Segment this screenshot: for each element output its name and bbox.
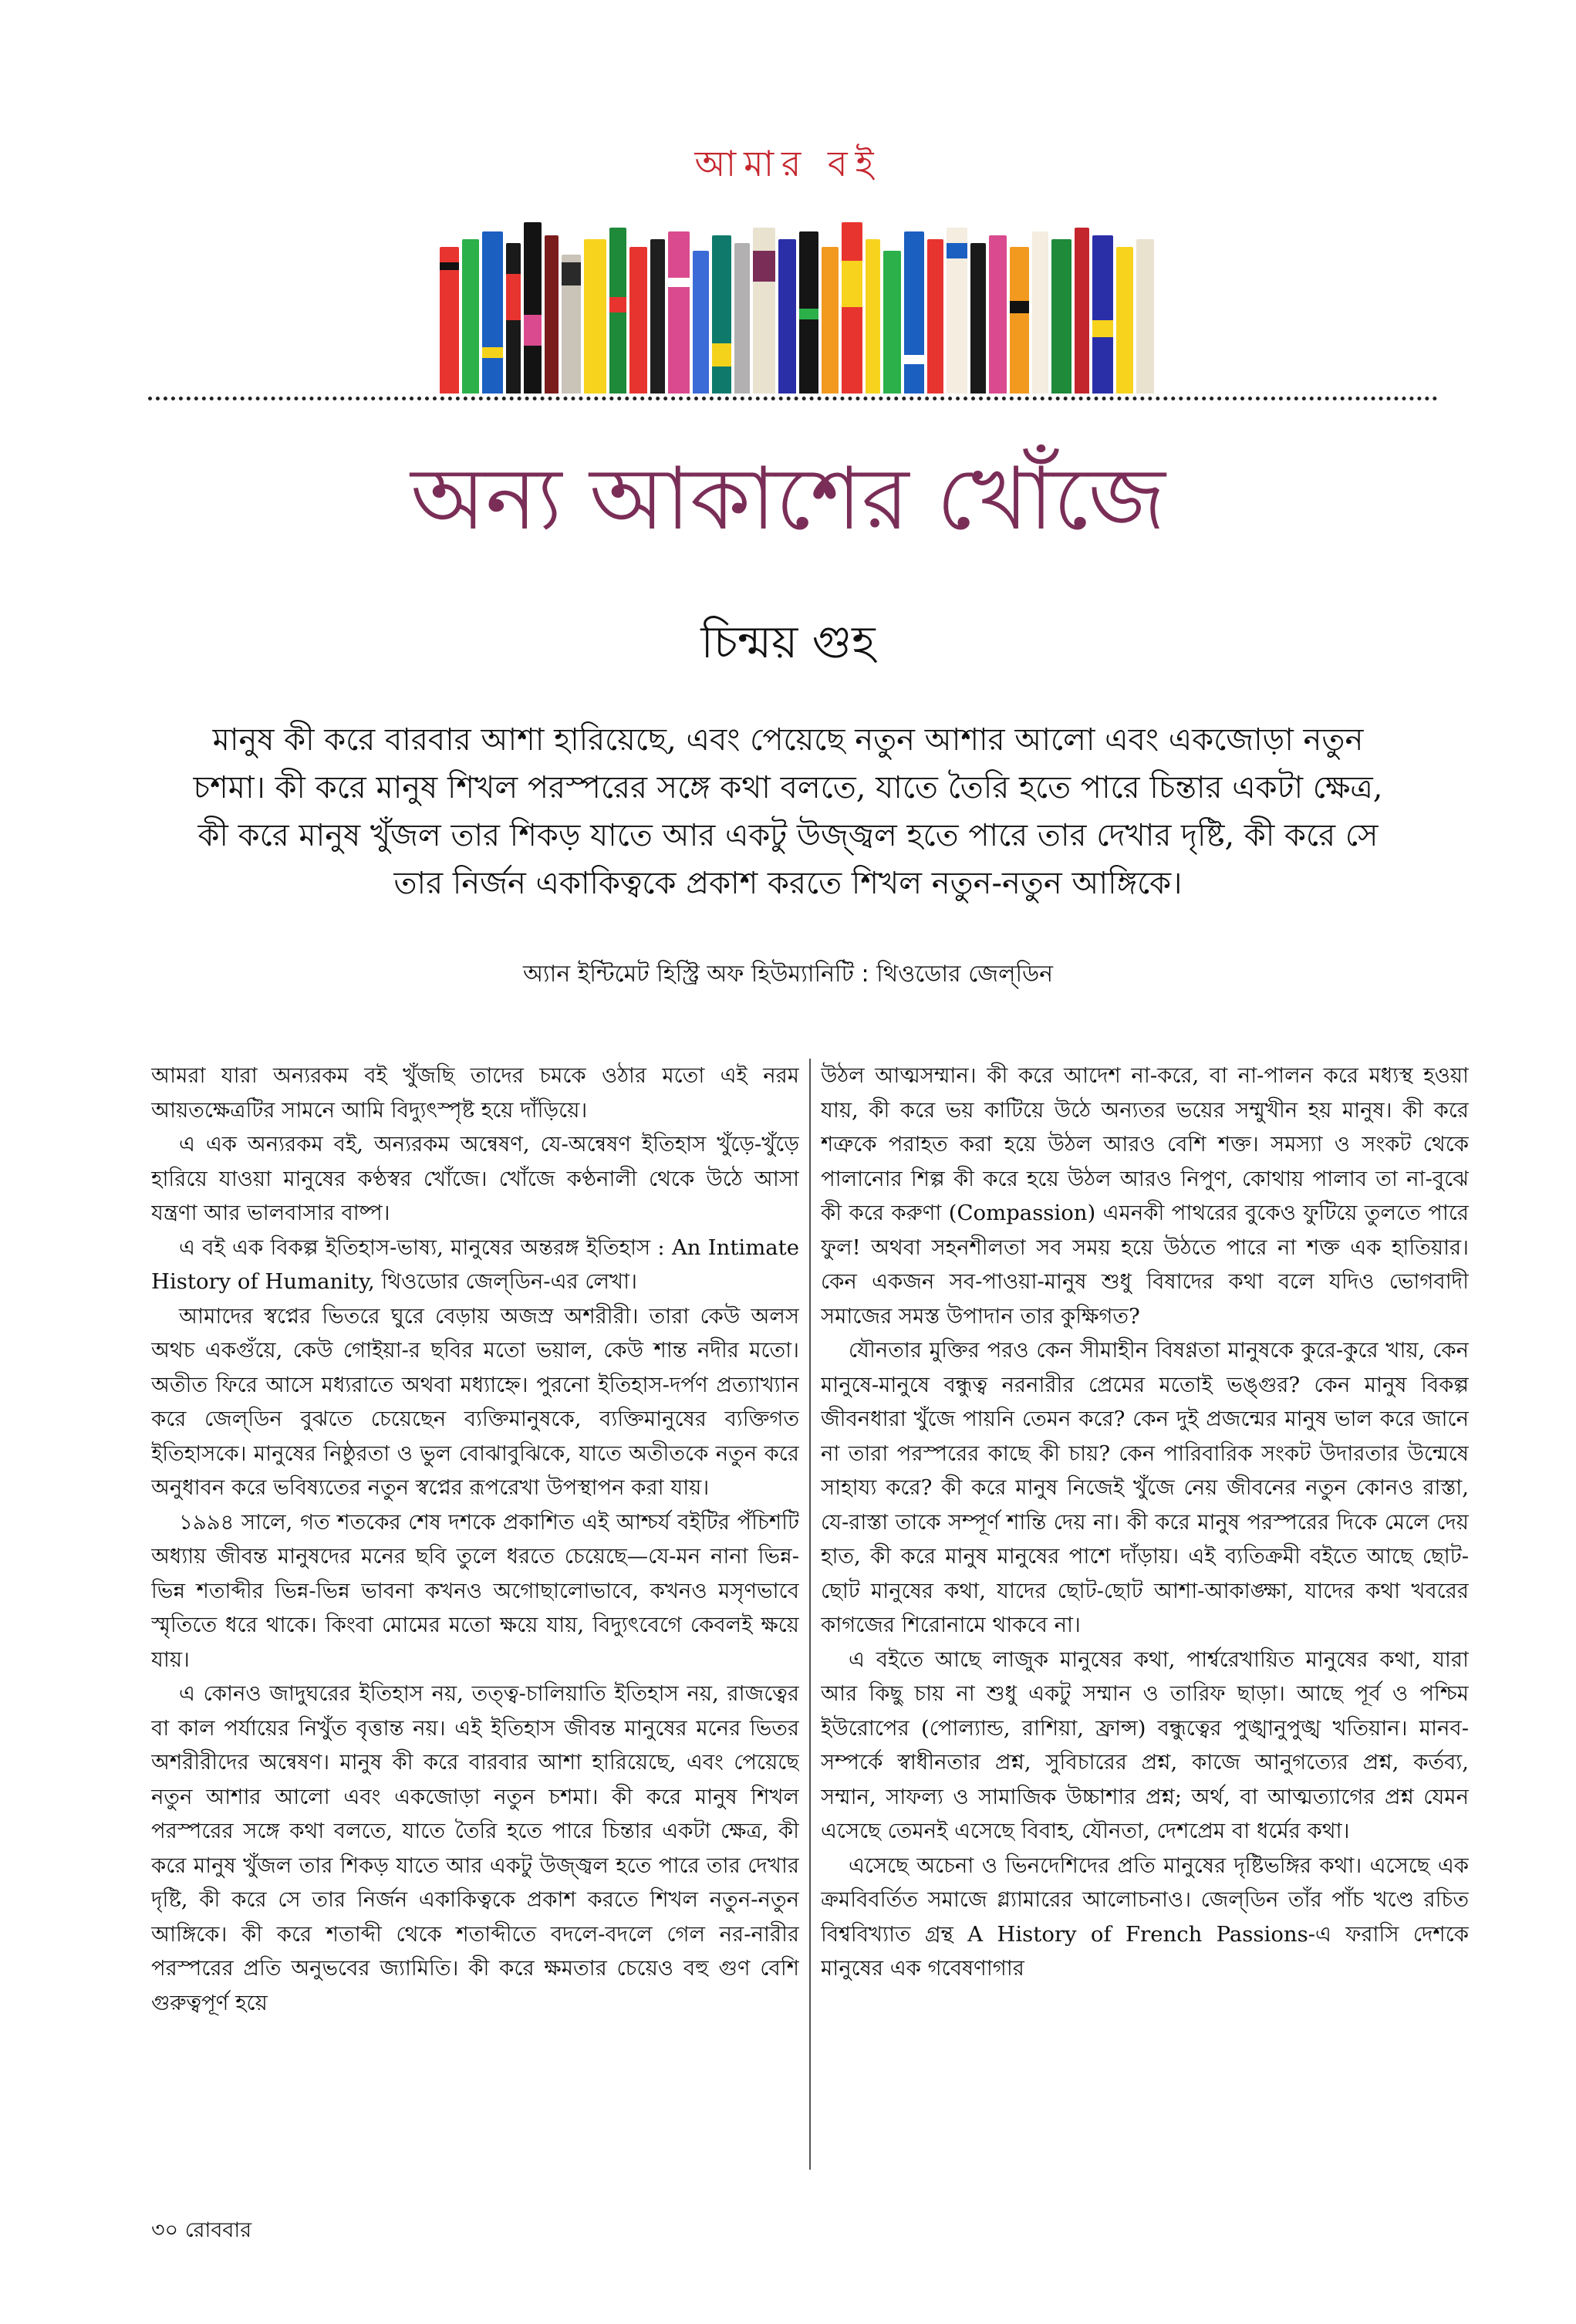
book-spine (440, 247, 459, 394)
book-spine (609, 228, 626, 394)
headline: অন্য আকাশের খোঁজে (410, 449, 1166, 549)
book-spine (506, 243, 521, 394)
paragraph: এ কোনও জাদুঘরের ইতিহাস নয়, তত্ত্ব-চালিয়াতি ইতিহাস নয়, রাজত্বের বা কাল পর্যায়ের নিখুঁত বৃত্তান্ত নয়। এই ইতিহাস জীবন্ত মানুষের মনের ভিতর অশরীরীদের অন্বেষণ। মানুষ কী করে বারবার আশা হারিয়েছে, এবং পেয়েছে নতুন আশার আলো এবং একজোড়া নতুন চশমা। কী করে মানুষ শিখল পরস্পরের সঙ্গে কথা বলতে, যাতে তৈরি হতে পারে চিন্তার একটা ক্ষেত্র, কী করে মানুষ খুঁজল তার শিকড় যাতে আর একটু উজ্জ্বল হতে পারে তার দেখার দৃষ্টি, কী করে সে তার নির্জন একাকিত্বকে প্রকাশ করতে শিখল নতুন-নতুন আঙ্গিকে। কী করে শতাব্দী থেকে শতাব্দীতে বদলে-বদলে গেল নর-নারীর পরস্পরের প্রতি অনুভবের জ্যামিতি। কী করে ক্ষমতার চেয়েও বহু গুণ বেশি গুরুত্বপূর্ণ হয়ে (151, 1681, 799, 2015)
book-spine (1032, 231, 1048, 394)
book-spine (668, 231, 689, 394)
paragraph: এ বই এক বিকল্প ইতিহাস-ভাষ্য, মানুষের অন্তরঙ্গ ইতিহাস : An Intimate History of Humanity, থিওডোর জেল্‌ডিন-এর লেখা। (151, 1235, 799, 1294)
paragraph: যৌনতার মুক্তির পরও কেন সীমাহীন বিষণ্ণতা মানুষকে কুরে-কুরে খায়, কেন মানুষে-মানুষে বন্ধুত্ব নরনারীর প্রেমের মতোই ভঙ্গুর? কেন মানুষ বিকল্প জীবনধারা খুঁজে পায়নি তেমন করে? কেন দুই প্রজন্মের মানুষ ভাল করে জানে না তারা পরস্পরের কাছে কী চায়? কেন পারিবারিক সংকট উদারতার উন্মেষে সাহায্য করে? কী করে মানুষ নিজেই খুঁজে নেয় জীবনের নতুন কোনও রাস্তা, যে-রাস্তা তাকে সম্পূর্ণ শান্তি দেয় না। কী করে মানুষ পরস্পরের দিকে মেলে দেয় হাত, কী করে মানুষ মানুষের পাশে দাঁড়ায়। এই ব্যতিক্রমী বইতে আছে ছোট-ছোট মানুষের কথা, যাদের ছোট-ছোট আশা-আকাঙ্ক্ষা, যাদের কথা খবরের কাগজের শিরোনামে থাকবে না। (821, 1338, 1469, 1637)
book-spine (562, 255, 581, 394)
paragraph: আমাদের স্বপ্নের ভিতরে ঘুরে বেড়ায় অজস্র অশরীরী। তারা কেউ অলস অথচ একগুঁয়ে, কেউ গোইয়া-র ছবির মতো ভয়াল, কেউ শান্ত নদীর মতো। অতীত ফিরে আসে মধ্যরাতে অথবা মধ্যাহ্নে। পুরনো ইতিহাস-দর্পণ প্রত্যাখ্যান করে জেল্‌ডিন বুঝতে চেয়েছেন ব্যক্তিমানুষকে, ব্যক্তিমানুষের ব্যক্তিগত ইতিহাসকে। মানুষের নিষ্ঠুরতা ও ভুল বোঝাবুঝিকে, যাতে অতীতকে নতুন করে অনুধাবন করে ভবিষ্যতের নতুন স্বপ্নের রূপরেখা উপস্থাপন করা যায়। (151, 1303, 799, 1500)
book-credit: অ্যান ইন্টিমেট হিস্ট্রি অফ হিউম্যানিটি : থিওডোর জেল্‌ডিন (522, 961, 1054, 988)
paragraph: এ বইতে আছে লাজুক মানুষের কথা, পার্শ্বরেখায়িত মানুষের কথা, যারা আর কিছু চায় না শুধু একটু সম্মান ও তারিফ ছাড়া। আছে পূর্ব ও পশ্চিম ইউরোপের (পোল্যান্ড, রাশিয়া, ফ্রান্স) বন্ধুত্বের পুঙ্খানুপুঙ্খ খতিয়ান। মানব-সম্পর্কে স্বাধীনতার প্রশ্ন, সুবিচারের প্রশ্ন, কাজে আনুগত্যের প্রশ্ন, কর্তব্য, সম্মান, সাফল্য ও সামাজিক উচ্চাশার প্রশ্ন; অর্থ, বা আত্মত্যাগের প্রশ্ন যেমন এসেছে তেমনই এসেছে বিবাহ, যৌনতা, দেশপ্রেম বা ধর্মের কথা। (821, 1647, 1469, 1843)
book-spine (799, 231, 818, 394)
book-spine (629, 247, 647, 394)
paragraph: এসেছে অচেনা ও ভিনদেশিদের প্রতি মানুষের দৃষ্টিভঙ্গির কথা। এসেছে এক ক্রমবিবর্তিত সমাজে গ্ল্যামারের আলোচনাও। জেল্‌ডিন তাঁর পাঁচ খণ্ডে রচিত বিশ্ববিখ্যাত গ্রন্থ A History of French Passions-এ ফরাসি দেশকে মানুষের এক গবেষণাগার (821, 1853, 1469, 1981)
book-spine (693, 251, 709, 394)
book-spine (584, 239, 606, 394)
dotted-divider (148, 397, 1438, 400)
author-byline: চিন্ময় গুহ (700, 616, 876, 668)
body-column-left (151, 1059, 799, 2170)
book-spine (1092, 235, 1113, 394)
book-spine (866, 239, 880, 394)
book-spine (927, 239, 943, 394)
book-spine (883, 251, 901, 394)
dek-summary: মানুষ কী করে বারবার আশা হারিয়েছে, এবং পেয়েছে নতুন আশার আলো এবং একজোড়া নতুন চশমা। কী করে মানুষ শিখল পরস্পরের সঙ্গে কথা বলতে, যাতে তৈরি হতে পারে চিন্তার একটা ক্ষেত্র, কী করে মানুষ খুঁজল তার শিকড় যাতে আর একটু উজ্জ্বল হতে পারে তার দেখার দৃষ্টি, কী করে সে তার নির্জন একাকিত্বকে প্রকাশ করতে শিখল নতুন-নতুন আঙ্গিকে। (193, 722, 1383, 901)
section-label: আমার বই (694, 143, 882, 184)
paragraph: এ এক অন্যরকম বই, অন্যরকম অন্বেষণ, যে-অন্বেষণ ইতিহাস খুঁড়ে-খুঁড়ে হারিয়ে যাওয়া মানুষের কণ্ঠস্বর খোঁজে। খোঁজে কণ্ঠনালী থেকে উঠে আসা যন্ত্রণা আর ভালবাসার বাষ্প। (151, 1132, 799, 1225)
book-spine (1051, 239, 1071, 394)
book-spine (650, 239, 665, 394)
book-spine (545, 235, 558, 394)
book-spine (524, 222, 542, 394)
paragraph: আমরা যারা অন্যরকম বই খুঁজছি তাদের চমকে ওঠার মতো এই নরম আয়তক্ষেত্রটির সামনে আমি বিদ্যুৎস্পৃষ্ট হয়ে দাঁড়িয়ে। (151, 1063, 799, 1123)
book-spine (1136, 239, 1154, 394)
book-spine (947, 228, 967, 394)
book-spine (712, 235, 731, 394)
book-spine (734, 243, 749, 394)
book-spine (842, 222, 862, 394)
book-spine (462, 239, 478, 394)
book-spine (970, 243, 985, 394)
body-column-right (821, 1059, 1469, 2170)
column-divider (809, 1059, 811, 2170)
book-spine (989, 235, 1007, 394)
book-spine (482, 231, 503, 394)
book-spine (904, 231, 923, 394)
book-spine (1010, 247, 1029, 394)
book-spine (753, 228, 775, 394)
paragraph: ১৯৯৪ সালে, গত শতকের শেষ দশকে প্রকাশিত এই আশ্চর্য বইটির পঁচিশটি অধ্যায় জীবন্ত মানুষদের মনের ছবি তুলে ধরতে চেয়েছে—যে-মন নানা ভিন্ন-ভিন্ন শতাব্দীর ভিন্ন-ভিন্ন ভাবনা কখনও অগোছালোভাবে, কখনও মসৃণভাবে স্মৃতিতে ধরে থাকে। কিংবা মোমের মতো ক্ষয়ে যায়, বিদ্যুৎবেগে কেবলই ক্ষয়ে যায়। (151, 1509, 799, 1672)
book-spine (1075, 228, 1089, 394)
book-spine (822, 247, 838, 394)
page-folio: ৩০ রোববার (151, 2218, 252, 2242)
bookshelf-illustration (440, 222, 1157, 394)
paragraph: উঠল আত্মসম্মান। কী করে আদেশ না-করে, বা না-পালন করে মধ্যস্থ হওয়া যায়, কী করে ভয় কাটিয়ে উঠে অন্যতর ভয়ের সম্মুখীন হয় মানুষ। কী করে শত্রুকে পরাহত করা হয়ে উঠল আরও বেশি শক্ত। সমস্যা ও সংকট থেকে পালানোর শিল্প কী করে হয়ে উঠল আরও নিপুণ, কোথায় পালাব তা না-বুঝে কী করে করুণা (Compassion) এমনকী পাথরের বুকেও ফুটিয়ে তুলতে পারে ফুল! অথবা সহনশীলতা সব সময় হয়ে উঠতে পারে না শক্ত এক হাতিয়ার। কেন একজন সব-পাওয়া-মানুষ শুধু বিষাদের কথা বলে যদিও ভোগবাদী সমাজের সমস্ত উপাদান তার কুক্ষিগত? (821, 1063, 1469, 1329)
book-spine (778, 239, 796, 394)
book-spine (1116, 247, 1132, 394)
